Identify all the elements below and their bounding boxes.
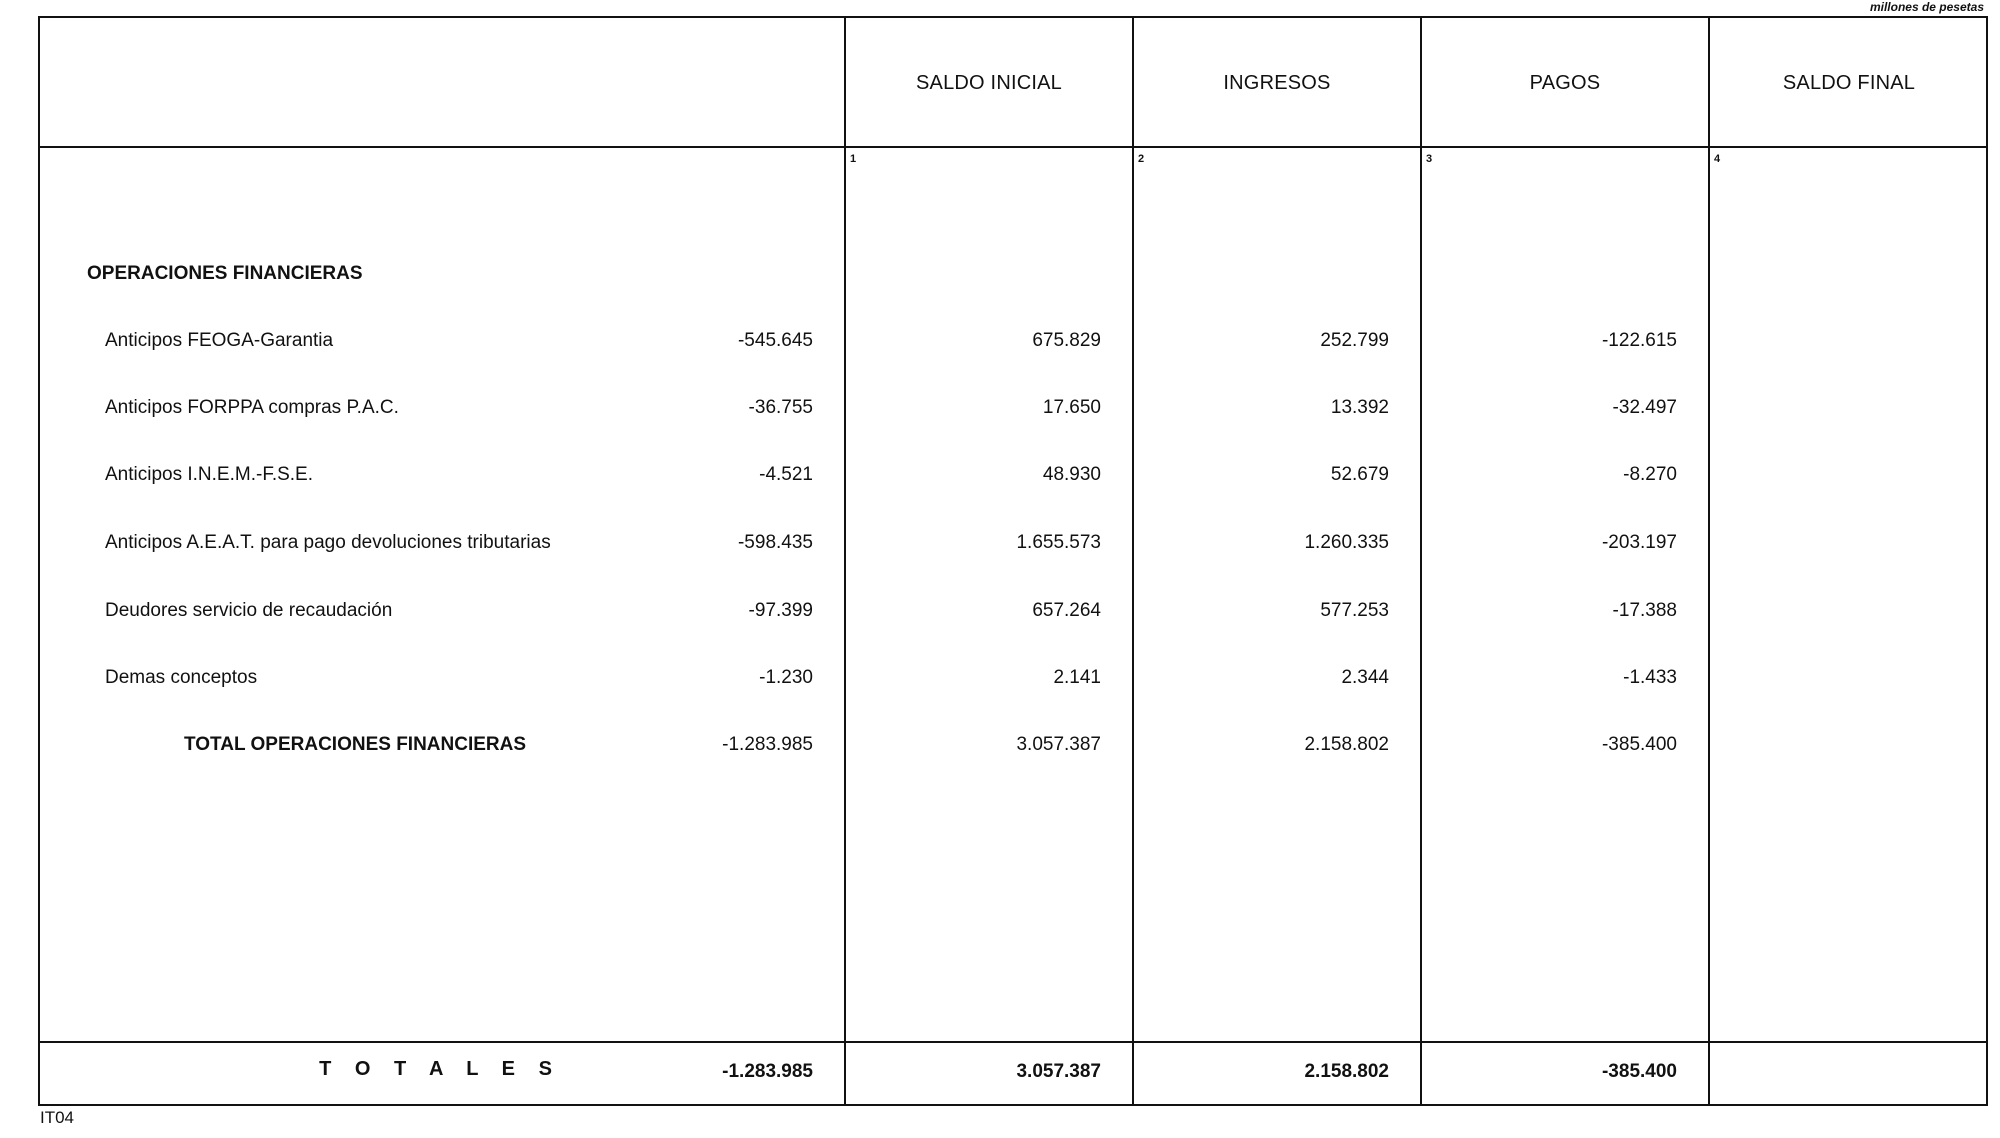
row-label: Anticipos I.N.E.M.-F.S.E.	[105, 464, 313, 485]
column-divider	[1132, 18, 1134, 1104]
column-number: 3	[1426, 153, 1433, 165]
row-label: Anticipos FEOGA-Garantia	[105, 330, 334, 351]
column-header-saldo-inicial: SALDO INICIAL	[916, 71, 1062, 94]
row-value: 657.264	[1032, 600, 1101, 621]
column-header-ingresos: INGRESOS	[1223, 71, 1331, 94]
totals-value: 3.057.387	[1016, 1061, 1101, 1082]
totals-value: -1.283.985	[722, 1061, 813, 1082]
subtotal-label: TOTAL OPERACIONES FINANCIERAS	[184, 734, 527, 755]
subtotal-value: 3.057.387	[1016, 734, 1101, 755]
row-label: Demas conceptos	[105, 667, 258, 688]
column-divider	[1708, 18, 1710, 1104]
totals-value: 2.158.802	[1304, 1061, 1389, 1082]
column-number: 1	[850, 153, 857, 165]
totals-value: -385.400	[1601, 1061, 1677, 1082]
column-number: 2	[1138, 153, 1145, 165]
row-value: 17.650	[1042, 397, 1101, 418]
row-label: Deudores servicio de recaudación	[105, 600, 393, 621]
row-value: -36.755	[748, 397, 813, 418]
row-value: 252.799	[1320, 330, 1389, 351]
row-value: 48.930	[1042, 464, 1101, 485]
section-title: OPERACIONES FINANCIERAS	[87, 263, 363, 284]
row-value: -32.497	[1612, 397, 1677, 418]
footer-code: IT04	[40, 1108, 75, 1127]
column-header-pagos: PAGOS	[1529, 71, 1601, 94]
row-value: -598.435	[737, 532, 813, 553]
row-value: -122.615	[1601, 330, 1677, 351]
row-value: 52.679	[1330, 464, 1389, 485]
financial-operations-table	[38, 16, 1988, 1106]
row-value: -8.270	[1623, 464, 1677, 485]
row-value: -203.197	[1601, 532, 1677, 553]
row-value: -1.230	[759, 667, 813, 688]
subtotal-value: -385.400	[1601, 734, 1677, 755]
column-number: 4	[1714, 153, 1721, 165]
row-label: Anticipos A.E.A.T. para pago devoluciones tributarias	[105, 532, 551, 553]
row-value: -1.433	[1623, 667, 1677, 688]
column-divider	[1420, 18, 1422, 1104]
row-label: Anticipos FORPPA compras P.A.C.	[105, 397, 399, 418]
totals-label: T O T A L E S	[319, 1058, 561, 1080]
row-value: 675.829	[1032, 330, 1101, 351]
row-value: 13.392	[1330, 397, 1389, 418]
row-value: 2.141	[1053, 667, 1101, 688]
row-value: 577.253	[1320, 600, 1389, 621]
row-value: -4.521	[759, 464, 813, 485]
column-divider	[844, 18, 846, 1104]
totals-divider	[40, 1041, 1986, 1043]
row-value: -545.645	[737, 330, 813, 351]
row-value: 1.260.335	[1304, 532, 1389, 553]
subtotal-value: -1.283.985	[722, 734, 813, 755]
row-value: 1.655.573	[1016, 532, 1101, 553]
column-header-saldo-final: SALDO FINAL	[1782, 71, 1916, 94]
subtotal-value: 2.158.802	[1304, 734, 1389, 755]
row-value: 2.344	[1341, 667, 1389, 688]
row-value: -97.399	[748, 600, 813, 621]
units-note: millones de pesetas	[1869, 0, 1984, 14]
row-value: -17.388	[1612, 600, 1677, 621]
